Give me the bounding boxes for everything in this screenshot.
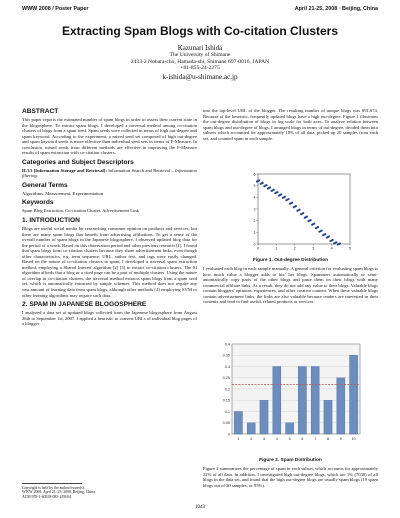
categories-italic: Information filtering. <box>22 167 197 179</box>
spam-bar <box>247 423 255 434</box>
right-column-top <box>203 108 378 142</box>
data-point <box>324 233 326 235</box>
y-tick-label: 5 <box>253 183 256 188</box>
x-tick-label: 1 <box>275 246 278 251</box>
x-tick-label: 6 <box>301 437 304 441</box>
plot-frame <box>258 174 350 244</box>
general-terms-text: Algorithms, Measurement, Experimentation <box>22 190 104 196</box>
spam-bar <box>298 367 306 435</box>
x-tick-label: 8 <box>327 437 329 441</box>
data-point <box>288 198 290 200</box>
running-header-left: WWW 2008 / Poster Paper <box>22 6 89 12</box>
data-point <box>295 205 297 207</box>
data-point <box>339 243 341 245</box>
data-point <box>335 241 337 243</box>
paper-title: Extracting Spam Blogs with Co-citation Clusters <box>61 24 339 38</box>
figure1-outdegree-chart <box>246 170 354 254</box>
running-header <box>22 6 378 16</box>
section2-heading: 2. SPAM IN JAPANESE BLOGOSPHERE <box>22 301 147 309</box>
categories-desc: Information Search and Retrieval – <box>108 167 174 173</box>
x-tick-label: 9 <box>339 437 342 441</box>
page-number: 1043 <box>195 505 205 510</box>
spam-bar <box>260 400 268 434</box>
right-mid-text: I evaluated each blog in each sample manually. A general criterion for evaluating spam blogs is how much value a blogger adds to his/ her blogs. Spammers automatically or semi-automatically copy parts of the other blogs and paste them on their blogs with many commercial affiliate links. As a result, they do not add any value to their blogs. Valuable blogs contain bloggers' opinions, experiences, and other creative content. When these valuable blogs contain advertisement links, the links are also valuable because readers are interested in their contents and tend to find useful, related products or services. <box>203 266 378 305</box>
x-tick-label: 3 <box>263 437 265 441</box>
introduction-heading: 1. INTRODUCTION <box>22 217 80 225</box>
author-affiliation: The University of Shimane <box>169 52 231 58</box>
spam-bar <box>286 423 294 434</box>
y-tick-label: 0.2 <box>224 387 230 392</box>
author-email[interactable]: k-ishida@u-shimane.ac.jp <box>162 72 238 81</box>
data-point <box>299 209 301 211</box>
data-point <box>291 202 293 204</box>
data-point <box>280 194 282 196</box>
spam-bar <box>311 367 319 435</box>
y-tick-label: 0.35 <box>222 353 230 358</box>
data-point <box>313 223 315 225</box>
keywords-heading: Keywords <box>22 199 54 207</box>
x-tick-label: 2 <box>250 437 253 441</box>
y-tick-label: 3 <box>253 207 256 212</box>
author-block <box>0 44 400 82</box>
data-point <box>284 196 286 198</box>
data-point <box>310 219 312 221</box>
spam-bar <box>273 367 281 435</box>
data-point <box>273 189 275 191</box>
y-tick-label: 0 <box>253 242 256 247</box>
x-tick-label: 5 <box>288 437 291 441</box>
author-phone: +81-855-24-2275 <box>180 65 220 72</box>
data-point <box>306 216 308 218</box>
spam-bar <box>324 400 332 434</box>
x-tick-label: 2 <box>293 246 296 251</box>
copyright-rule <box>22 483 82 484</box>
x-tick-label: 4 <box>330 246 333 251</box>
author-address: 2433-2 Nobara-cho, Hamada-shi, Shimane 697-0016, JAPAN <box>130 58 270 65</box>
copyright-line1: Copyright is held by the author/owner(s). <box>22 486 85 490</box>
y-tick-label: 0.3 <box>224 364 230 369</box>
right-bottom-text: Figure 2 summarizes the percentage of spam in each subset, which accounts for approximately 22% of all data. In addition, I investigated high out-degree blogs, which are 1% (7038) of all blogs in the data set, and found that the high out-degree blogs are usually spam blogs (19 spam blogs out of 20 samples, or 95%). <box>203 466 378 488</box>
figure1-caption: Figure 1. Out-degree Distribution <box>252 258 329 263</box>
right-top-text: into the top-level URL of the blogger. The resulting number of unique blogs was 691,674. Because of the heuristic, frequently updated blogs have a high out-degree. Figure 1 illustrates the out-degree distribution of blogs in log scale for both axes. To analyze relation between spam blogs and out-degree of blogs, I arranged blogs in terms of out-degree, divided them into subsets which accounted for approximately 10% of all data, picked up 20 samples from each set, and counted spam in each sample. <box>203 108 378 141</box>
section2-text: I analyzed a data set of updated blogs collected from the Japanese blogosphere from August 26th to September 1st, 2007. I applied a heuristic to convert URLs of individual blog pages of a blogger <box>22 310 197 327</box>
general-terms-heading: General Terms <box>22 181 68 189</box>
categories-code: H.3.3 [Information Storage and Retrieval]: <box>22 167 107 173</box>
copyright-notice <box>22 483 197 499</box>
data-point <box>258 180 260 182</box>
abstract-text: This paper reports the estimated number of spam blogs in order to assess their current state in the blogosphere. To extract spam blogs, I developed a traversal method among co-citation clusters of blogs from a spam seed. Spam seeds were collected in terms of high out-degree and spam keyword. According to the experiment, a mixed seed set composed of high out-degree and spam keyword seeds is more effective than individual seed sets in terms of F-Measure. In conclusion, mixed seeds from different methods are effective in improving the F-Measure results of spam extraction with co-citation clusters. <box>22 117 197 156</box>
running-header-right: April 21-25, 2008 · Beijing, China <box>294 6 378 12</box>
copyright-line3: ACM 978-1-60558-085-2/08/04. <box>22 494 72 499</box>
data-point <box>277 191 279 193</box>
data-point <box>262 182 264 184</box>
y-tick-label: 0.05 <box>222 421 230 426</box>
categories-heading: Categories and Subject Descriptors <box>22 158 134 166</box>
data-point <box>332 239 334 241</box>
x-tick-label: 5 <box>349 246 351 251</box>
x-tick-label: 3 <box>312 246 315 251</box>
y-tick-label: 4 <box>253 195 256 200</box>
spam-bar <box>234 412 242 435</box>
x-tick-label: 0 <box>257 246 259 251</box>
spam-bar <box>337 378 345 434</box>
y-tick-label: 2 <box>253 218 256 223</box>
categories-text <box>22 168 197 179</box>
figure2-spam-chart <box>218 340 368 456</box>
introduction-text: Blogs are useful social media for researching consumer opinion on products and services; but there are many spam blogs that benefit from advertising affiliations. To get a sense of the overall number of spam blogs in the Japanese blogosphere, I observed updated blog data for the period of a week. Based on this observation period and other previous research [1], I found that spam blogs form co-citation clusters because they share advertisement links, even though other characteristics, e.g. term sequence, URL, author text, and tags were easily changed. Based on the nature of co-citation clusters in spam, I developed a traversal spam extraction method, employing a Shared Interest algorithm [2] [3] to extract co-citation clusters. The SI algorithm affords that a blog or a cited page can be a part of multiple clusters. Using the nature of overlap in co-citation clusters, the traversal method extracts spam blogs from a spam seed set, which is automatically extracted by simple schemes. This method does not require any vast amount of learning data from spam blogs, although other methods [4] employing SVM or other learning algorithms may require such data. <box>22 226 197 298</box>
y-tick-label: 0.1 <box>224 409 230 414</box>
data-point <box>317 226 319 228</box>
abstract-heading: ABSTRACT <box>22 108 59 115</box>
figure2-caption: Figure 2. Spam Distribution <box>259 458 322 463</box>
x-tick-label: 10 <box>351 437 356 441</box>
left-column <box>22 108 197 328</box>
x-tick-label: 7 <box>314 437 317 441</box>
y-tick-label: 0.25 <box>222 376 230 381</box>
data-point <box>328 236 330 238</box>
y-tick-label: 6 <box>253 172 256 177</box>
data-point <box>321 230 323 232</box>
data-point <box>269 187 271 189</box>
y-tick-label: 1 <box>253 230 256 235</box>
y-tick-label: 0.4 <box>224 342 230 347</box>
data-point <box>302 212 304 214</box>
y-tick-label: 0 <box>227 432 230 437</box>
keywords-text: Spam Blog Extraction, Co-citation Cluster, Advertisement Link <box>22 208 139 214</box>
spam-bar <box>350 355 358 434</box>
x-tick-label: 4 <box>275 437 278 441</box>
y-tick-label: 0.15 <box>222 398 230 403</box>
copyright-line2: WWW 2008, April 21–25, 2008, Beijing, China. <box>22 490 96 495</box>
author-name: Kazunari Ishida <box>177 44 223 52</box>
data-point <box>266 184 268 186</box>
x-tick-label: 1 <box>237 437 240 441</box>
